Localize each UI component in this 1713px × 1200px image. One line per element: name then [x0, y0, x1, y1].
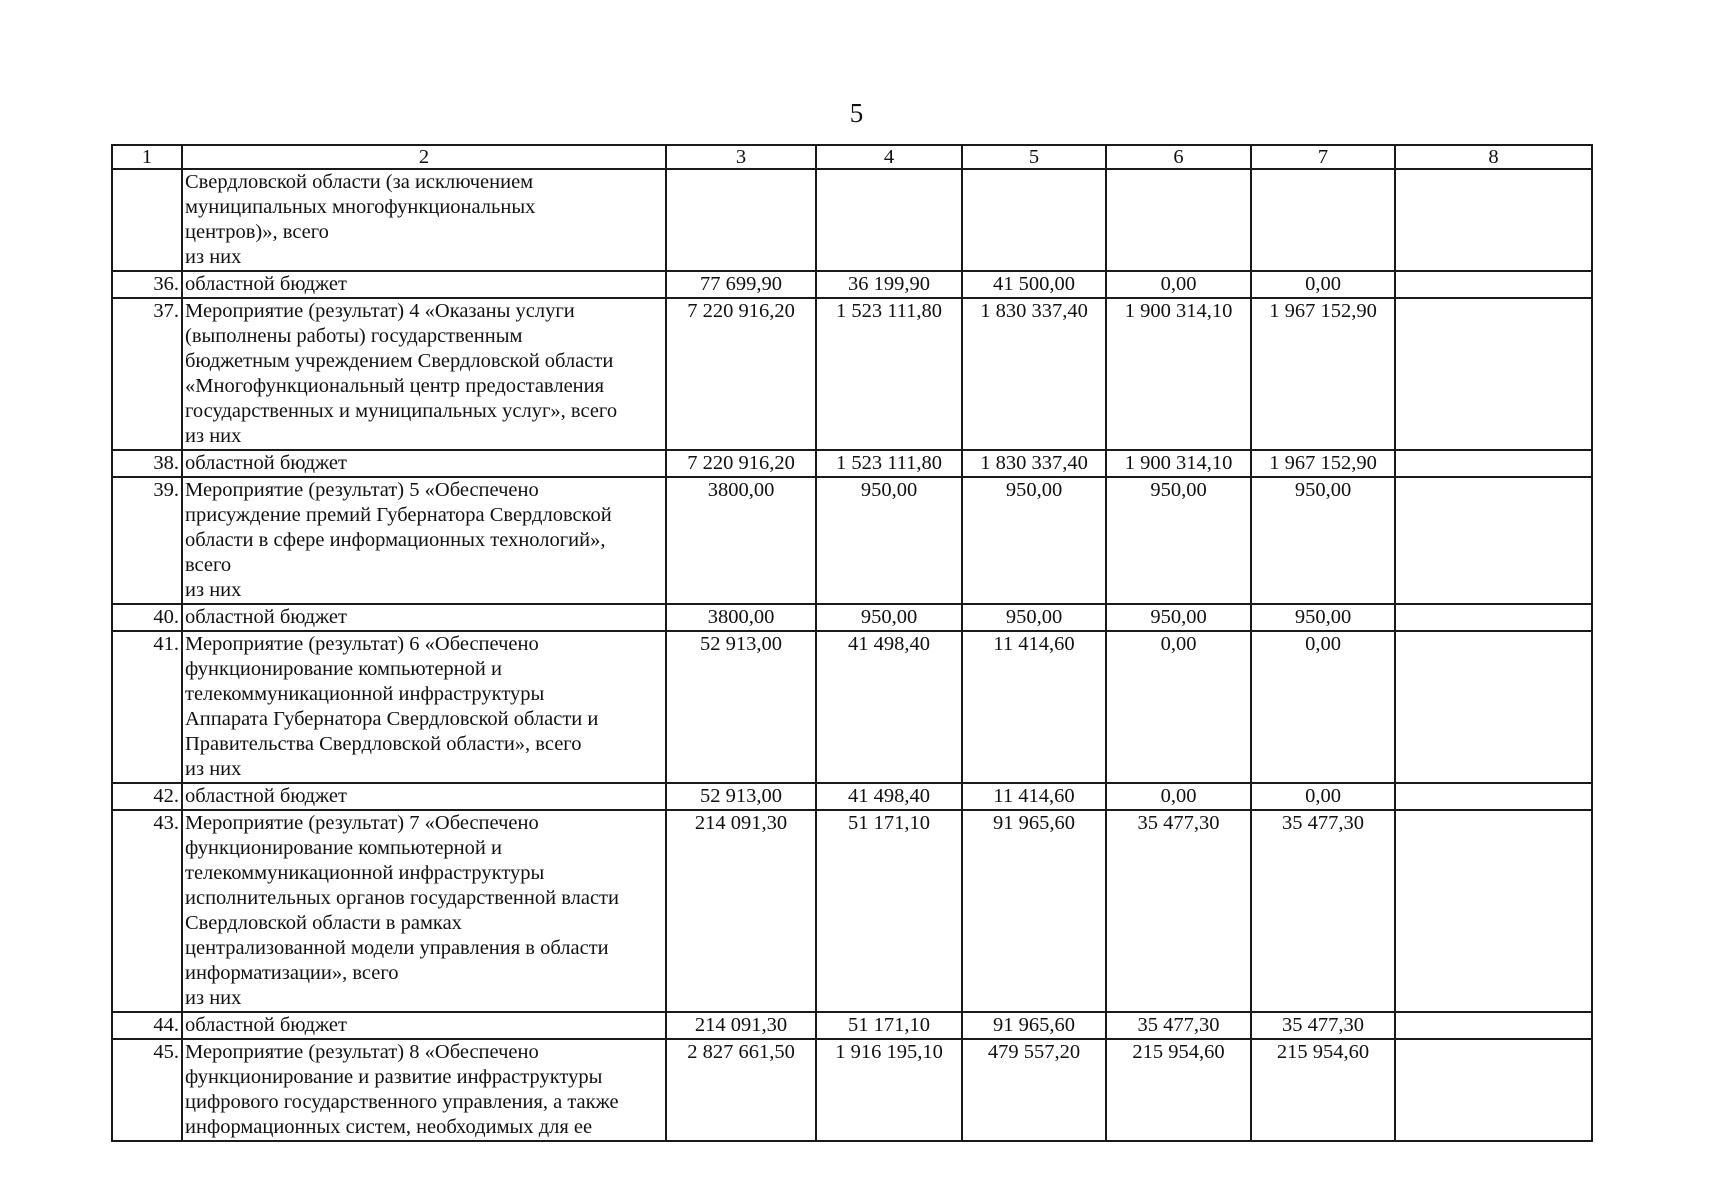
description-cell: [182, 631, 666, 783]
value-cell-col-3: 7 220 916,20: [666, 450, 816, 477]
column-header-8: 8: [1395, 145, 1592, 169]
table-row: [112, 1039, 1592, 1141]
description-line: «Многофункциональный центр предоставления: [185, 375, 605, 397]
column-header-5: 5: [962, 145, 1106, 169]
description-line: централизованной модели управления в области: [185, 937, 609, 959]
description-line: цифрового государственного управления, а также: [185, 1091, 619, 1113]
value-cell-col-4: 1 916 195,10: [816, 1039, 962, 1141]
value-cell-col-8: [1395, 477, 1592, 604]
description-line: из них: [185, 987, 242, 1009]
value-cell-col-7: [1251, 169, 1395, 271]
value-cell-col-4: 36 199,90: [816, 271, 962, 298]
description-cell: [182, 477, 666, 604]
value-cell-col-5: 479 557,20: [962, 1039, 1106, 1141]
row-number-cell: 40.: [112, 604, 182, 631]
description-cell: [182, 169, 666, 271]
value-cell-col-6: 950,00: [1106, 477, 1251, 604]
description-cell: [182, 450, 666, 477]
description-line: области в сфере информационных технологий»,: [185, 529, 606, 551]
value-cell-col-8: [1395, 1012, 1592, 1039]
value-cell-col-3: 3800,00: [666, 604, 816, 631]
value-cell-col-6: 1 900 314,10: [1106, 298, 1251, 450]
description-line: Мероприятие (результат) 4 «Оказаны услуги: [185, 300, 575, 322]
description-line: присуждение премий Губернатора Свердловской: [185, 504, 612, 526]
budget-table: [111, 144, 1593, 1142]
row-number-cell: 44.: [112, 1012, 182, 1039]
value-cell-col-4: 41 498,40: [816, 631, 962, 783]
description-cell: [182, 298, 666, 450]
value-cell-col-5: 950,00: [962, 477, 1106, 604]
value-cell-col-6: 950,00: [1106, 604, 1251, 631]
value-cell-col-5: 1 830 337,40: [962, 298, 1106, 450]
description-line: бюджетным учреждением Свердловской области: [185, 350, 614, 372]
value-cell-col-5: 91 965,60: [962, 1012, 1106, 1039]
value-cell-col-4: 950,00: [816, 477, 962, 604]
description-cell: [182, 810, 666, 1012]
row-number-cell: 38.: [112, 450, 182, 477]
value-cell-col-8: [1395, 783, 1592, 810]
description-cell: [182, 1039, 666, 1141]
value-cell-col-5: 950,00: [962, 604, 1106, 631]
description-line: Свердловской области в рамках: [185, 912, 462, 934]
description-line: из них: [185, 579, 242, 601]
value-cell-col-6: 0,00: [1106, 783, 1251, 810]
value-cell-col-6: 0,00: [1106, 631, 1251, 783]
value-cell-col-7: 0,00: [1251, 271, 1395, 298]
description-line: областной бюджет: [185, 452, 347, 474]
row-number-cell: 39.: [112, 477, 182, 604]
description-line: центров)», всего: [185, 221, 329, 243]
value-cell-col-5: [962, 169, 1106, 271]
value-cell-col-8: [1395, 450, 1592, 477]
table-row: [112, 298, 1592, 450]
value-cell-col-4: [816, 169, 962, 271]
column-header-6: 6: [1106, 145, 1251, 169]
value-cell-col-3: 52 913,00: [666, 783, 816, 810]
value-cell-col-3: 2 827 661,50: [666, 1039, 816, 1141]
description-line: муниципальных многофункциональных: [185, 196, 536, 218]
value-cell-col-7: 950,00: [1251, 477, 1395, 604]
description-line: функционирование компьютерной и: [185, 658, 502, 680]
value-cell-col-5: 11 414,60: [962, 631, 1106, 783]
description-line: Аппарата Губернатора Свердловской области и: [185, 708, 599, 730]
value-cell-col-5: 1 830 337,40: [962, 450, 1106, 477]
value-cell-col-3: 214 091,30: [666, 1012, 816, 1039]
value-cell-col-6: 1 900 314,10: [1106, 450, 1251, 477]
description-line: областной бюджет: [185, 1014, 347, 1036]
description-line: Правительства Свердловской области», всего: [185, 733, 582, 755]
table-row: [112, 810, 1592, 1012]
value-cell-col-6: 35 477,30: [1106, 1012, 1251, 1039]
value-cell-col-6: 0,00: [1106, 271, 1251, 298]
value-cell-col-8: [1395, 169, 1592, 271]
value-cell-col-7: 1 967 152,90: [1251, 298, 1395, 450]
value-cell-col-7: 215 954,60: [1251, 1039, 1395, 1141]
value-cell-col-5: 41 500,00: [962, 271, 1106, 298]
value-cell-col-7: 35 477,30: [1251, 810, 1395, 1012]
value-cell-col-6: [1106, 169, 1251, 271]
value-cell-col-7: 950,00: [1251, 604, 1395, 631]
row-number-cell: 45.: [112, 1039, 182, 1141]
description-line: Мероприятие (результат) 5 «Обеспечено: [185, 479, 539, 501]
description-line: государственных и муниципальных услуг», всего: [185, 400, 618, 422]
table-row: [112, 1012, 1592, 1039]
row-number-cell: 41.: [112, 631, 182, 783]
table-row: [112, 477, 1592, 604]
description-line: Мероприятие (результат) 8 «Обеспечено: [185, 1041, 539, 1063]
value-cell-col-5: 11 414,60: [962, 783, 1106, 810]
value-cell-col-6: 215 954,60: [1106, 1039, 1251, 1141]
description-line: телекоммуникационной инфраструктуры: [185, 683, 545, 705]
description-line: телекоммуникационной инфраструктуры: [185, 862, 545, 884]
table-row: [112, 783, 1592, 810]
value-cell-col-4: 51 171,10: [816, 1012, 962, 1039]
description-line: из них: [185, 758, 242, 780]
description-line: информатизации», всего: [185, 962, 399, 984]
value-cell-col-8: [1395, 271, 1592, 298]
value-cell-col-8: [1395, 631, 1592, 783]
description-line: из них: [185, 425, 242, 447]
value-cell-col-5: 91 965,60: [962, 810, 1106, 1012]
page-number: 5: [849, 98, 864, 128]
description-line: из них: [185, 246, 242, 268]
value-cell-col-3: 7 220 916,20: [666, 298, 816, 450]
column-header-4: 4: [816, 145, 962, 169]
value-cell-col-3: 214 091,30: [666, 810, 816, 1012]
description-line: областной бюджет: [185, 273, 347, 295]
value-cell-col-4: 41 498,40: [816, 783, 962, 810]
description-line: областной бюджет: [185, 785, 347, 807]
row-number-cell: 37.: [112, 298, 182, 450]
description-line: функционирование и развитие инфраструктуры: [185, 1066, 603, 1088]
description-line: Мероприятие (результат) 6 «Обеспечено: [185, 633, 539, 655]
table-row: [112, 604, 1592, 631]
row-number-cell: 36.: [112, 271, 182, 298]
value-cell-col-7: 35 477,30: [1251, 1012, 1395, 1039]
table-row: [112, 169, 1592, 271]
description-line: областной бюджет: [185, 606, 347, 628]
description-line: Мероприятие (результат) 7 «Обеспечено: [185, 812, 539, 834]
description-line: исполнительных органов государственной власти: [185, 887, 619, 909]
value-cell-col-3: 77 699,90: [666, 271, 816, 298]
description-cell: [182, 271, 666, 298]
value-cell-col-6: 35 477,30: [1106, 810, 1251, 1012]
description-line: всего: [185, 554, 232, 576]
description-line: функционирование компьютерной и: [185, 837, 502, 859]
description-cell: [182, 1012, 666, 1039]
value-cell-col-4: 1 523 111,80: [816, 450, 962, 477]
column-header-1: 1: [112, 145, 182, 169]
value-cell-col-4: 51 171,10: [816, 810, 962, 1012]
description-cell: [182, 604, 666, 631]
row-number-cell: [112, 169, 182, 271]
value-cell-col-3: 3800,00: [666, 477, 816, 604]
table-row: [112, 450, 1592, 477]
value-cell-col-8: [1395, 604, 1592, 631]
column-header-7: 7: [1251, 145, 1395, 169]
value-cell-col-7: 0,00: [1251, 631, 1395, 783]
row-number-cell: 42.: [112, 783, 182, 810]
value-cell-col-8: [1395, 298, 1592, 450]
description-cell: [182, 783, 666, 810]
value-cell-col-8: [1395, 810, 1592, 1012]
value-cell-col-4: 950,00: [816, 604, 962, 631]
value-cell-col-8: [1395, 1039, 1592, 1141]
column-header-3: 3: [666, 145, 816, 169]
value-cell-col-4: 1 523 111,80: [816, 298, 962, 450]
table-row: [112, 631, 1592, 783]
row-number-cell: 43.: [112, 810, 182, 1012]
description-line: (выполнены работы) государственным: [185, 325, 523, 347]
value-cell-col-7: 0,00: [1251, 783, 1395, 810]
header-row: [112, 145, 1592, 169]
table-body: [112, 169, 1592, 1141]
value-cell-col-3: 52 913,00: [666, 631, 816, 783]
description-line: Свердловской области (за исключением: [185, 171, 534, 193]
value-cell-col-3: [666, 169, 816, 271]
column-header-2: 2: [182, 145, 666, 169]
description-line: информационных систем, необходимых для ее: [185, 1116, 593, 1138]
table-row: [112, 271, 1592, 298]
value-cell-col-7: 1 967 152,90: [1251, 450, 1395, 477]
